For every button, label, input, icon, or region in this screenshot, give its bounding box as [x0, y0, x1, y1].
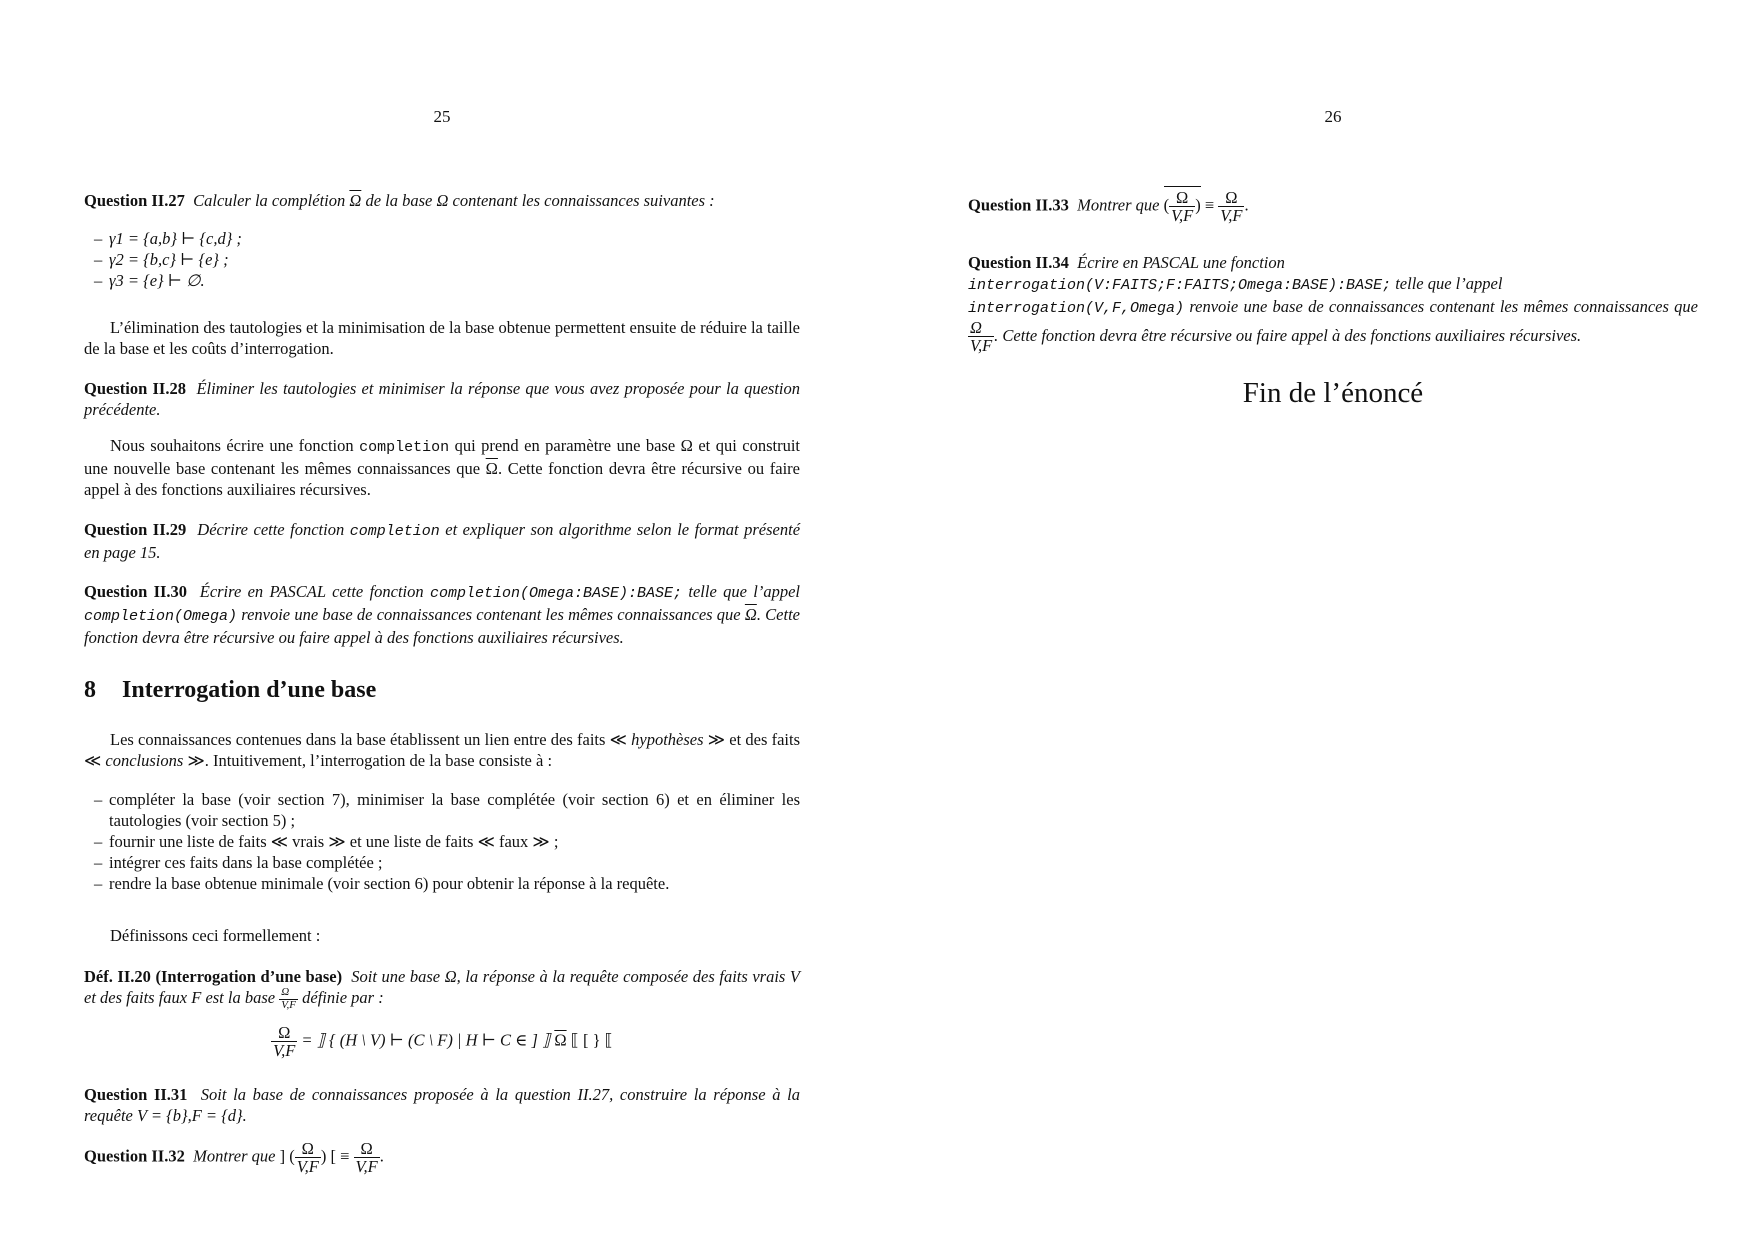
- definition-ii-20: [84, 966, 800, 1011]
- end-of-statement: Fin de l’énoncé: [1242, 377, 1424, 409]
- question-text: Éliminer les tautologies et minimiser la réponse que vous avez proposée pour la question précédente.: [84, 379, 800, 419]
- paragraph-interrogation: Les connaissances contenues dans la base établissent un lien entre des faits ≪ hypothèses ≫ et des faits ≪ conclusions ≫. Intuitivement, l’interrogation de la base consiste à :: [84, 730, 800, 770]
- list-item: – compléter la base (voir section 7), minimiser la base complétée (voir section 6) et en éliminer les tautologies (voir section 5) ;: [84, 789, 800, 831]
- question-ii-28: [84, 378, 800, 420]
- question-label: Question II.31: [84, 1085, 188, 1104]
- fraction-omega-vf: $\frac{\Omega}{V,F}$: [273, 1023, 296, 1061]
- section-number: 8: [84, 677, 96, 703]
- question-ii-33: Question II.33 Montrer que ( $\frac{\Omega}{V,F}$ ) ≡ $\frac{\Omega}{V,F}$ .: [968, 188, 1249, 226]
- list-item: – γ1 = {a,b} ⊢ {c,d} ;: [84, 228, 800, 249]
- question-ii-32: Question II.32 Montrer que ] ( $\frac{\Omega}{V,F}$ ) [ ≡ $\frac{\Omega}{V,F}$ .: [84, 1139, 384, 1177]
- question-label: Question II.28: [84, 379, 186, 398]
- question-text: Écrire en PASCAL cette fonction completion(Omega:BASE):BASE; telle que l’appel completion(Omega) renvoie une base de connaissances contenant les mêmes connaissances que $\overline{\Omega}$. Cette fonction devra être récursive ou faire appel à des fonctions auxiliaires récursives.: [84, 582, 801, 647]
- section-title: Interrogation d’une base: [122, 677, 377, 703]
- question-label: Question II.34: [968, 253, 1069, 272]
- fraction-omega-vf: $\frac{\Omega}{V,F}$: [970, 318, 993, 356]
- question-text: Calculer la complétion $\overline{\Omega}$ de la base Ω contenant les connaissances suivantes :: [193, 191, 715, 210]
- question-label: Question II.33: [968, 195, 1069, 215]
- fraction-omega-vf: $\frac{\Omega}{V,F}$: [355, 1139, 378, 1177]
- question-label: Question II.27: [84, 191, 185, 210]
- list-item: – γ3 = {e} ⊢ ∅.: [84, 270, 800, 291]
- paragraph-completion: Nous souhaitons écrire une fonction completion qui prend en paramètre une base Ω et qui construit une nouvelle base contenant les mêmes connaissances que $\overline{\Omega}$. Cette fonction devra être récursive ou faire appel à des fonctions auxiliaires récursives.: [84, 436, 801, 499]
- question-text: Soit la base de connaissances proposée à la question II.27, construire la réponse à la requête V = {b},F = {d}.: [84, 1085, 800, 1125]
- fraction-omega-vf: $\frac{\Omega}{V,F}$: [281, 986, 297, 1011]
- fraction-omega-vf: $\frac{\Omega}{V,F}$: [1220, 188, 1243, 226]
- question-ii-29: [84, 519, 800, 563]
- question-ii-27: [84, 190, 800, 211]
- question-ii-34: [968, 252, 1698, 355]
- list-item: – fournir une liste de faits ≪ vrais ≫ et une liste de faits ≪ faux ≫ ;: [84, 831, 800, 852]
- question-ii-31: [84, 1084, 800, 1126]
- right-page: [968, 0, 1698, 1240]
- steps-list: [84, 789, 800, 894]
- fraction-omega-vf: $\frac{\Omega}{V,F}$: [296, 1139, 319, 1177]
- overlined-fraction: ( $\frac{\Omega}{V,F}$ ): [1163, 188, 1201, 226]
- question-text: Décrire cette fonction completion et expliquer son algorithme selon le format présenté en page 15.: [84, 520, 801, 562]
- question-label: Question II.32: [84, 1146, 185, 1166]
- question-label: Question II.29: [84, 520, 187, 539]
- paragraph-formal: Définissons ceci formellement :: [110, 926, 321, 945]
- list-item: – intégrer ces faits dans la base complétée ;: [84, 852, 800, 873]
- paragraph-elimination: L’élimination des tautologies et la minimisation de la base obtenue permettent ensuite de réduire la taille de la base et les coûts d’interrogation.: [84, 318, 800, 358]
- page-number: 25: [433, 107, 451, 126]
- definition-label: Déf. II.20 (Interrogation d’une base): [84, 967, 343, 986]
- definition-formula: $\frac{\Omega}{V,F}$ = ⟧ { (H \ V) ⊢ (C \ F) | H ⊢ C ∈ ] ⟧ $\overline{\Omega}$ ⟦ [ } ⟦: [273, 1023, 613, 1061]
- knowledge-list: [84, 228, 800, 291]
- question-ii-30: [84, 581, 800, 648]
- definition-text: Soit une base Ω, la réponse à la requête composée des faits vrais V et des faits faux F est la base $\frac{\Omega}{V,F}$ définie par :: [84, 967, 801, 1011]
- section-heading: [84, 677, 800, 703]
- question-label: Question II.30: [84, 582, 188, 601]
- code-completion: completion: [359, 439, 450, 456]
- list-item: – rendre la base obtenue minimale (voir section 6) pour obtenir la réponse à la requête.: [84, 873, 800, 894]
- list-item: – γ2 = {b,c} ⊢ {e} ;: [84, 249, 800, 270]
- question-text: Écrire en PASCAL une fonction interrogation(V:FAITS;F:FAITS;Omega:BASE):BASE; telle que l’appel interrogation(V,F,Omega) renvoie une base de connaissances contenant les mêmes connaissances que $\frac{\Omega}{V,F}$ . Cette fonction devra être récursive ou faire appel à des fonctions auxiliaires récursives.: [968, 253, 1699, 356]
- page-number: 26: [1324, 107, 1342, 126]
- left-page: [84, 0, 800, 1240]
